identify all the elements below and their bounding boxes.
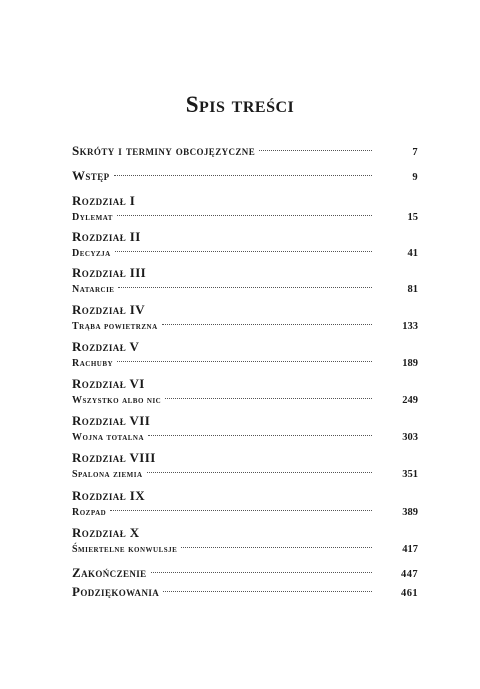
chapter-title: Spalona ziemia bbox=[72, 469, 143, 480]
chapter-heading: Rozdział VIII bbox=[72, 450, 156, 465]
toc-page-number: 447 bbox=[401, 569, 418, 580]
toc-chapter-entry bbox=[72, 487, 418, 521]
chapter-heading: Rozdział III bbox=[72, 265, 147, 280]
leader-dots bbox=[115, 251, 372, 252]
toc-page-number: 461 bbox=[401, 588, 418, 599]
chapter-title: Wszystko albo nic bbox=[72, 395, 162, 406]
chapter-title: Decyzja bbox=[72, 248, 111, 259]
chapter-heading: Rozdział X bbox=[72, 525, 140, 540]
toc-page-number: 15 bbox=[407, 212, 418, 223]
toc-page-number: 417 bbox=[402, 544, 418, 555]
toc-entry-label: Podziękowania bbox=[72, 584, 160, 599]
toc-page-number: 389 bbox=[402, 507, 418, 518]
chapter-heading: Rozdział IV bbox=[72, 302, 145, 317]
chapter-heading: Rozdział IX bbox=[72, 488, 145, 503]
toc-chapter-entry bbox=[72, 412, 418, 446]
chapter-title: Natarcie bbox=[72, 284, 115, 295]
leader-dots bbox=[151, 572, 372, 573]
toc-chapter-entry bbox=[72, 375, 418, 409]
toc-page-number: 41 bbox=[407, 248, 418, 259]
chapter-title: Wojna totalna bbox=[72, 432, 145, 443]
toc-page-number: 189 bbox=[402, 358, 418, 369]
toc-page-number: 9 bbox=[412, 172, 418, 183]
toc-chapter-entry bbox=[72, 301, 418, 335]
leader-dots bbox=[259, 150, 372, 151]
toc-chapter-entry bbox=[72, 192, 418, 226]
leader-dots bbox=[147, 472, 372, 473]
chapter-title: Śmiertelne konwulsje bbox=[72, 544, 178, 555]
toc-entry-label: Wstęp bbox=[72, 168, 110, 183]
toc-page-number: 133 bbox=[402, 321, 418, 332]
toc-page-number: 351 bbox=[402, 469, 418, 480]
chapter-heading: Rozdział II bbox=[72, 229, 141, 244]
toc-entry-label: Skróty i terminy obcojęzyczne bbox=[72, 143, 256, 158]
chapter-heading: Rozdział I bbox=[72, 193, 136, 208]
toc-entry-label: Zakończenie bbox=[72, 565, 147, 580]
toc-chapter-entry bbox=[72, 338, 418, 372]
toc-chapter-entry bbox=[72, 524, 418, 558]
chapter-heading: Rozdział V bbox=[72, 339, 140, 354]
leader-dots bbox=[148, 435, 372, 436]
leader-dots bbox=[165, 398, 372, 399]
leader-dots bbox=[181, 547, 372, 548]
chapter-heading: Rozdział VII bbox=[72, 413, 151, 428]
toc-entry bbox=[72, 142, 418, 160]
leader-dots bbox=[118, 287, 372, 288]
page-title: Spis treści bbox=[185, 92, 295, 117]
leader-dots bbox=[117, 215, 372, 216]
chapter-title: Rozpad bbox=[72, 507, 107, 518]
toc-page-number: 303 bbox=[402, 432, 418, 443]
toc-page-number: 249 bbox=[402, 395, 418, 406]
toc-chapter-entry bbox=[72, 264, 418, 298]
leader-dots bbox=[162, 324, 372, 325]
leader-dots bbox=[163, 591, 372, 592]
toc-chapter-entry bbox=[72, 449, 418, 483]
leader-dots bbox=[110, 510, 372, 511]
toc-entry bbox=[72, 583, 418, 601]
chapter-heading: Rozdział VI bbox=[72, 376, 145, 391]
chapter-title: Trąba powietrzna bbox=[72, 321, 158, 332]
toc-page-number: 81 bbox=[407, 284, 418, 295]
toc-entry bbox=[72, 167, 418, 185]
leader-dots bbox=[117, 361, 372, 362]
leader-dots bbox=[114, 175, 372, 176]
toc-chapter-entry bbox=[72, 228, 418, 262]
chapter-title: Rachuby bbox=[72, 358, 114, 369]
toc-page-number: 7 bbox=[412, 147, 418, 158]
chapter-title: Dylemat bbox=[72, 212, 113, 223]
toc-entry bbox=[72, 564, 418, 582]
